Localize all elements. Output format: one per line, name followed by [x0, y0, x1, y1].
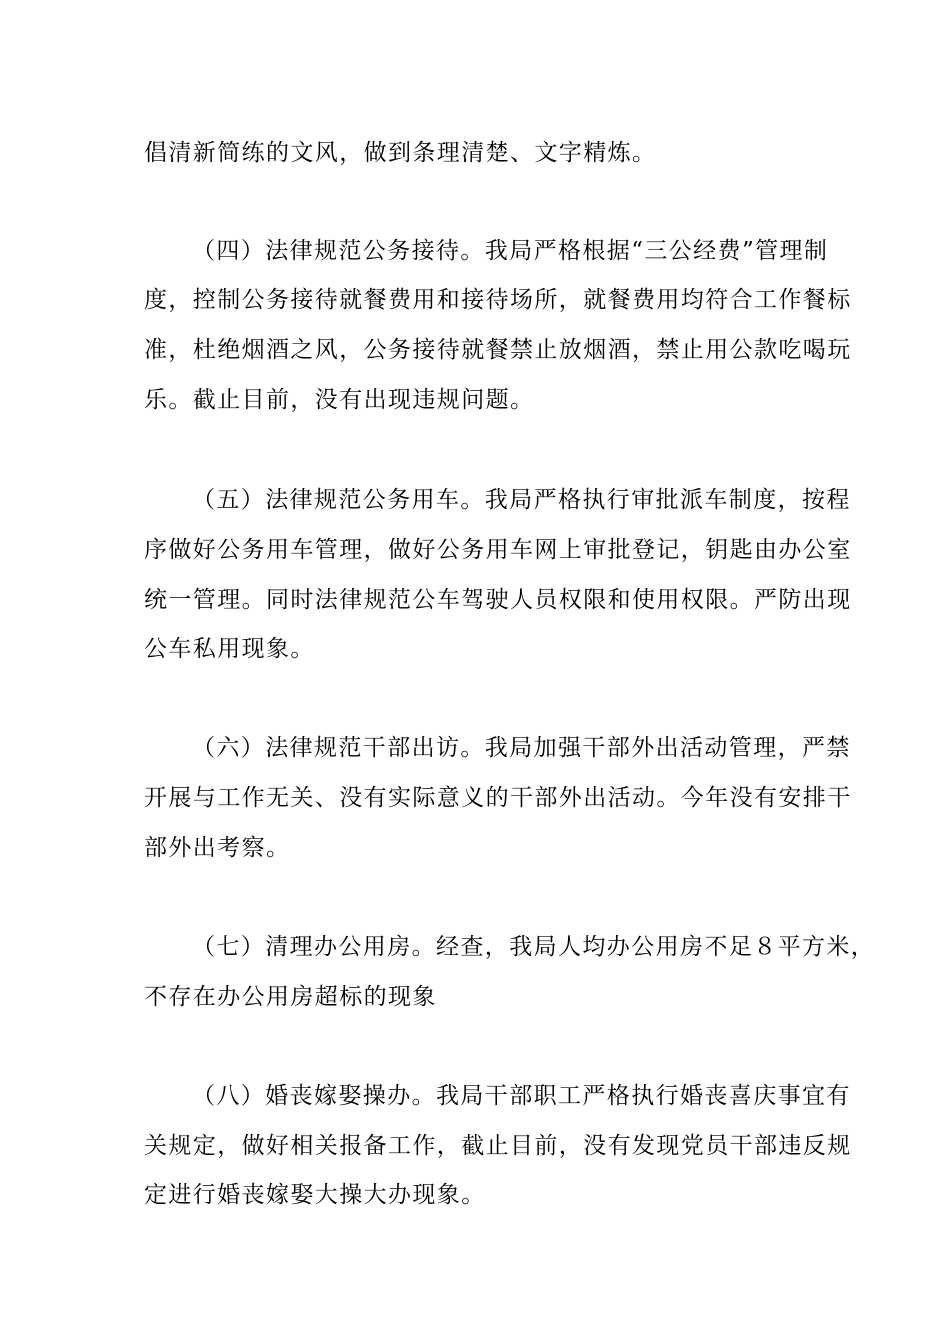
- paragraph-8-line-2: 关规定，做好相关报备工作，截止目前，没有发现党员干部违反规: [144, 1133, 852, 1159]
- paragraph-4-line-2: 度，控制公务接待就餐费用和接待场所，就餐费用均符合工作餐标: [144, 287, 852, 313]
- paragraph-7-line-2: 不存在办公用房超标的现象: [144, 984, 437, 1010]
- paragraph-4-line-1: （四）法律规范公务接待。我局严格根据“三公经费”管理制: [192, 238, 829, 264]
- paragraph-5-line-4: 公车私用现象。: [144, 636, 315, 662]
- paragraph-6-line-3: 部外出考察。: [144, 835, 291, 861]
- paragraph-6-line-1: （六）法律规范干部出访。我局加强干部外出活动管理，严禁: [192, 735, 851, 761]
- paragraph-6-line-2: 开展与工作无关、没有实际意义的干部外出活动。今年没有安排干: [144, 785, 852, 811]
- paragraph-4-line-4: 乐。截止目前，没有出现违规问题。: [144, 387, 535, 413]
- paragraph-0-line-1: 倡清新简练的文风，做到条理清楚、文字精炼。: [144, 140, 657, 166]
- paragraph-7-line-1: （七）清理办公用房。经查，我局人均办公用房不足８平方米，: [192, 934, 876, 960]
- paragraph-5-line-3: 统一管理。同时法律规范公车驾驶人员权限和使用权限。严防出现: [144, 587, 852, 613]
- paragraph-5-line-1: （五）法律规范公务用车。我局严格执行审批派车制度，按程: [192, 487, 851, 513]
- paragraph-8-line-1: （八）婚丧嫁娶操办。我局干部职工严格执行婚丧喜庆事宜有: [192, 1083, 851, 1109]
- paragraph-8-line-3: 定进行婚丧嫁娶大操大办现象。: [144, 1182, 486, 1208]
- paragraph-5-line-2: 序做好公务用车管理，做好公务用车网上审批登记，钥匙由办公室: [144, 537, 852, 563]
- paragraph-4-line-3: 准，杜绝烟酒之风，公务接待就餐禁止放烟酒，禁止用公款吃喝玩: [144, 337, 852, 363]
